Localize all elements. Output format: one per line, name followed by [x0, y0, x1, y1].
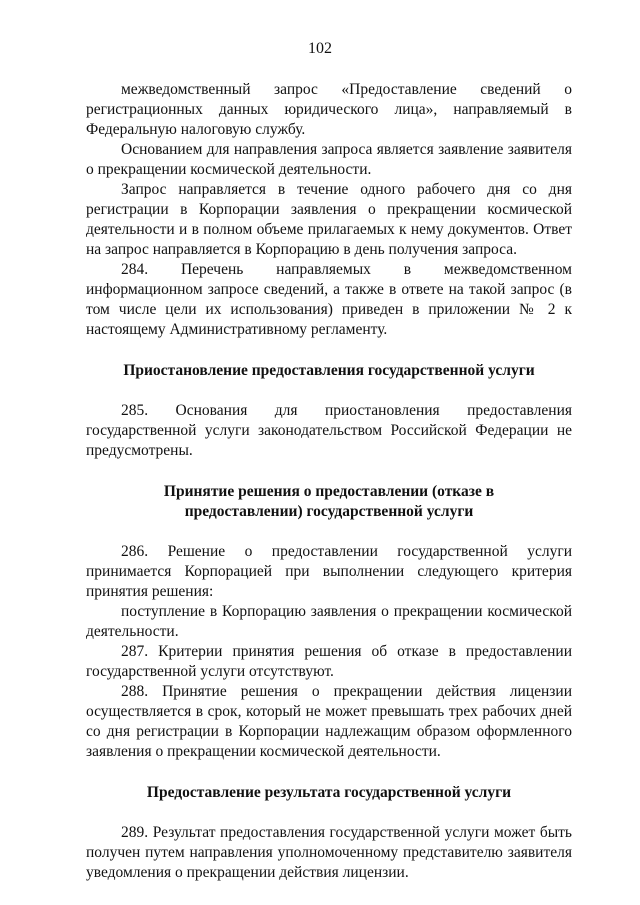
- heading-decision: Принятие решения о предоставлении (отказе в предоставлении) государственной услуги: [163, 483, 495, 520]
- document-body: [86, 80, 572, 883]
- paragraph-286: 286. Решение о предоставлении государственной услуги принимается Корпорацией при выполнении следующего критерия принятия решения:: [86, 543, 572, 600]
- paragraph-request-timing: Запрос направляется в течение одного рабочего дня со дня регистрации в Корпорации заявления о прекращении космической деятельности и в полном объеме прилагаемых к нему документов. Ответ на запрос направляется в Корпорацию в день получения запроса.: [86, 181, 572, 258]
- paragraph-288: 288. Принятие решения о прекращении действия лицензии осуществляется в срок, который не может превышать трех рабочих дней со дня регистрации в Корпорации надлежащим образом оформленного заявления о прекращении космической деятельности.: [86, 683, 572, 760]
- heading-result: Предоставление результата государственной услуги: [146, 784, 512, 801]
- paragraph-284: 284. Перечень направляемых в межведомственном информационном запросе сведений, а также в ответе на такой запрос (в том числе цели их использования) приведен в приложении № 2 к настоящему Административному регламенту.: [86, 261, 572, 338]
- paragraph-289: 289. Результат предоставления государственной услуги может быть получен путем направления уполномоченному представителю заявителя уведомления о прекращении действия лицензии.: [86, 824, 572, 881]
- paragraph-287: 287. Критерии принятия решения об отказе в предоставлении государственной услуги отсутствуют.: [86, 643, 572, 680]
- paragraph-285: 285. Основания для приостановления предоставления государственной услуги законодательством Российской Федерации не предусмотрены.: [86, 402, 572, 459]
- paragraph-request-basis: Основанием для направления запроса является заявление заявителя о прекращении космической деятельности.: [86, 141, 572, 178]
- page-number: 102: [308, 40, 332, 57]
- heading-suspension: Приостановление предоставления государственной услуги: [123, 362, 535, 379]
- paragraph-intro-request: межведомственный запрос «Предоставление сведений о регистрационных данных юридического лица», направляемый в Федеральную налоговую службу.: [86, 81, 572, 138]
- paragraph-286-criterion: поступление в Корпорацию заявления о прекращении космической деятельности.: [86, 603, 572, 640]
